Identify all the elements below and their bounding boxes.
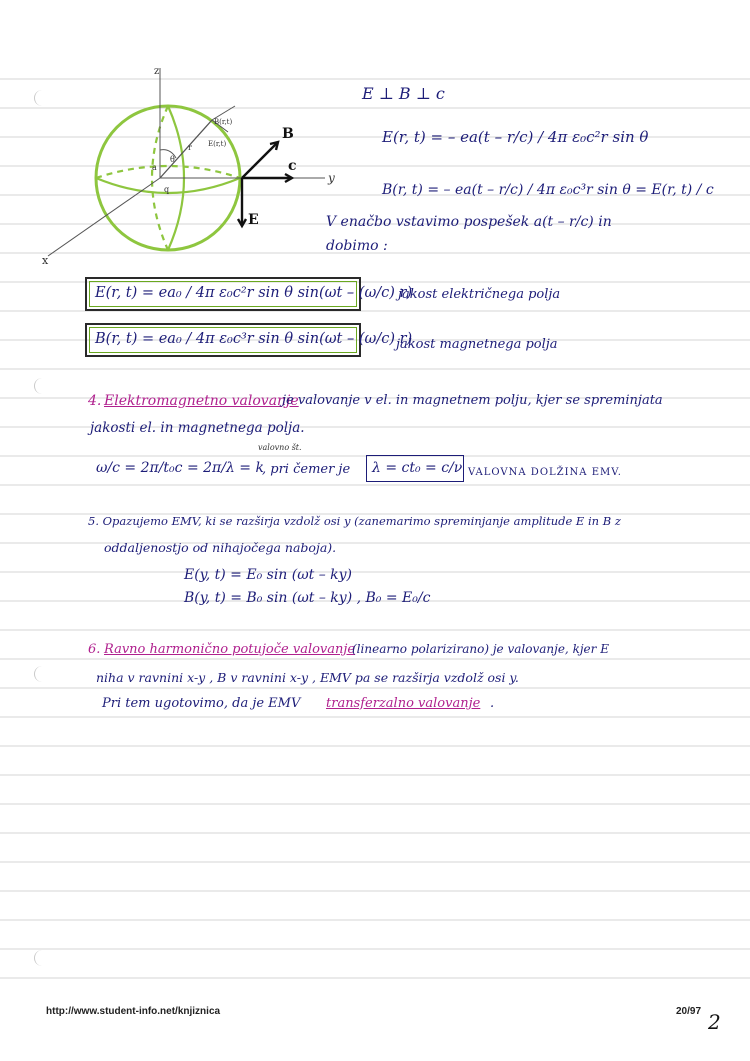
- b-field-label: jakost magnetnega polja: [396, 337, 558, 352]
- section5-line2: oddaljenostjo od nihajočega naboja).: [104, 540, 337, 555]
- handwritten-page-number: 2: [708, 1010, 721, 1034]
- vec-e-label: E: [248, 212, 259, 228]
- theta-label: θ: [170, 155, 175, 164]
- section5-eq-e: E(y, t) = E₀ sin (ωt – ky): [184, 567, 353, 583]
- section6-number: 6.: [88, 642, 101, 657]
- we-get-text: dobimo :: [326, 238, 388, 254]
- section5-eq-b: B(y, t) = B₀ sin (ωt – ky) , B₀ = E₀/c: [184, 590, 431, 606]
- a-label: a: [152, 163, 157, 172]
- big-b-vector: [242, 142, 278, 178]
- vec-c-label: c: [288, 158, 297, 174]
- section6-line3-pre: Pri tem ugotovimo, da je EMV: [102, 696, 301, 711]
- small-e-label: E(r,t): [208, 140, 227, 148]
- r-label: r: [188, 143, 192, 152]
- axis-x-label: x: [42, 254, 49, 267]
- section4-text-a: je valovanje v el. in magnetnem polju, kjer se spreminjata: [282, 393, 663, 408]
- boxed-b-field: [85, 323, 413, 357]
- section6-line3-term: transferzalno valovanje: [326, 696, 481, 711]
- footer-url: http://www.student-info.net/knjiznica: [46, 1006, 221, 1017]
- axis-y-label: y: [328, 171, 335, 185]
- wavelength-equation: λ = ct₀ = c/ν: [372, 460, 463, 476]
- vec-b-label: B: [282, 126, 294, 142]
- perpendicular-relation: E ⊥ B ⊥ c: [362, 84, 445, 103]
- section4-pri-cemer: , pri čemer je: [262, 462, 351, 477]
- boxed-e-field: [85, 277, 413, 311]
- footer-page: 20/97: [676, 1006, 702, 1017]
- radius-vector: [160, 120, 212, 178]
- punch-hole-mark: [34, 378, 45, 394]
- equator-back: [96, 166, 240, 178]
- section4-term: Elektromagnetno valovanje: [104, 393, 299, 409]
- section6-text-a: (linearno polarizirano) je valovanje, kjer E: [352, 642, 609, 656]
- small-b-label: B(r,t): [214, 118, 233, 126]
- e-field-label: jakost električnega polja: [398, 287, 561, 302]
- section4-number: 4.: [88, 393, 102, 409]
- section6-line3-end: .: [490, 696, 495, 711]
- wave-number-annotation: valovno št.: [258, 443, 302, 452]
- dipole-radiation-figure: [30, 58, 340, 278]
- insert-acceleration-text: V enačbo vstavimo pospešek a(t – r/c) in: [326, 214, 612, 230]
- equation-e-field: E(r, t) = – ea(t – r/c) / 4π ε₀c²r sin θ: [382, 128, 649, 146]
- punch-hole-mark: [34, 950, 45, 966]
- section4-text-b: jakosti el. in magnetnega polja.: [90, 420, 305, 436]
- boxed-b-equation: B(r, t) = ea₀ / 4π ε₀c³r sin θ sin(ωt – (ω/c) r): [95, 331, 413, 347]
- wavelength-caption: VALOVNA DOLŽINA EMV.: [468, 467, 622, 478]
- punch-hole-mark: [34, 666, 45, 682]
- boxed-e-equation: E(r, t) = ea₀ / 4π ε₀c²r sin θ sin(ωt – (ω/c) r): [95, 285, 413, 301]
- equation-b-field: B(r, t) = – ea(t – r/c) / 4π ε₀c³r sin θ = E(r, t) / c: [382, 182, 714, 198]
- section6-term: Ravno harmonično potujoče valovanje: [104, 642, 356, 657]
- section4-equation-left: ω/c = 2π/t₀c = 2π/λ = k: [96, 460, 264, 476]
- q-label: q: [164, 185, 170, 194]
- section6-line2: niha v ravnini x-y , B v ravnini x-y , EMV pa se razširja vzdolž osi y.: [96, 670, 519, 685]
- section5-line1: 5. Opazujemo EMV, ki se razširja vzdolž osi y (zanemarimo spreminjanje amplitude E in B z: [88, 514, 621, 528]
- axis-z-label: z: [154, 66, 160, 77]
